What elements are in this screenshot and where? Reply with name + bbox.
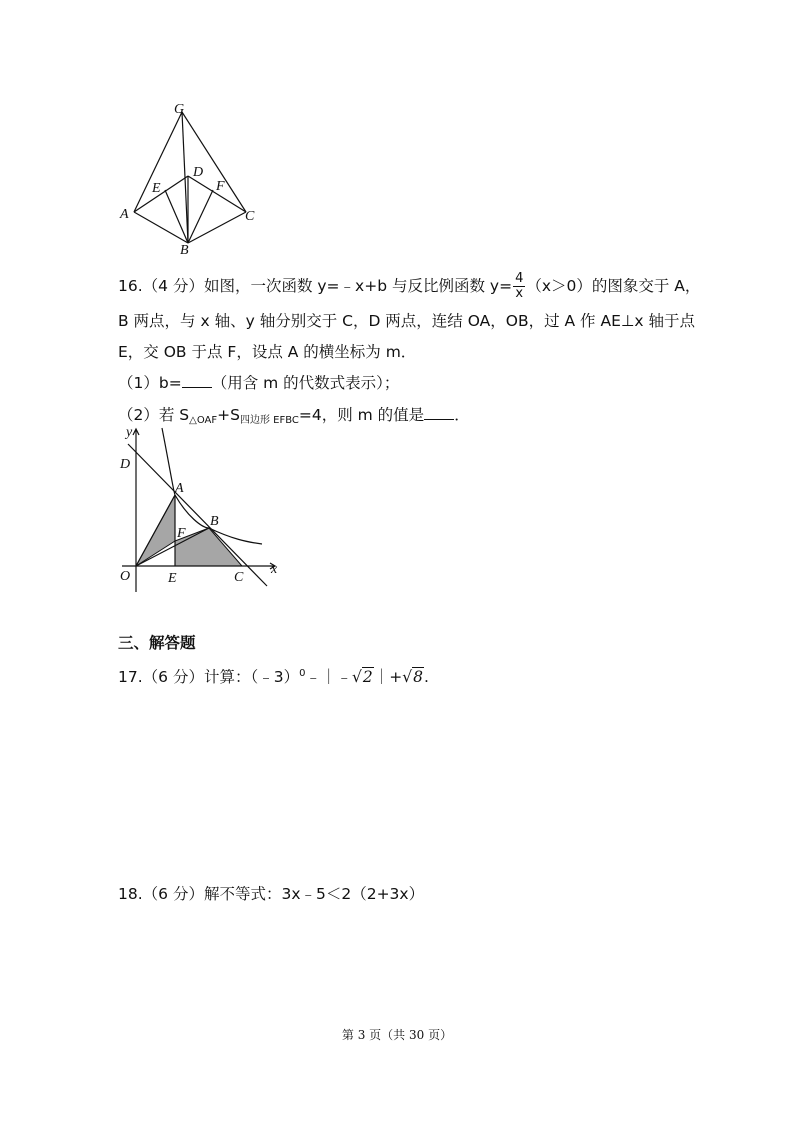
q16-number: 16. — [118, 277, 143, 295]
q16-part2-sub1: △OAF — [189, 415, 218, 426]
figure-graph — [112, 424, 292, 592]
answer-blank-1 — [182, 373, 212, 388]
q17-text-c: ｜+ — [373, 668, 403, 686]
label-b: B — [210, 514, 219, 529]
answer-blank-2 — [424, 405, 454, 420]
q17-number: 17. — [118, 668, 143, 686]
q17-score: （6 分） — [142, 668, 204, 686]
q17-line — [118, 664, 429, 687]
radicand-2: 2 — [362, 668, 373, 686]
q17-text-d: . — [424, 668, 429, 686]
q18-line — [118, 884, 424, 904]
q16-part1 — [118, 373, 399, 393]
label-f: F — [177, 526, 186, 541]
q16-part1-label: （1）b= — [118, 374, 182, 392]
q18-text: 解不等式：3x﹣5＜2（2+3x） — [203, 885, 425, 903]
q16-part2-label: （2）若 S — [118, 406, 190, 424]
fraction-numerator: 4 — [515, 271, 524, 286]
q17-text-b: ﹣｜﹣ — [305, 668, 352, 686]
q16-part2-end: ． — [454, 406, 470, 424]
q16-line2: B 两点，与 x 轴、y 轴分别交于 C，D 两点，连结 OA，OB，过 A 作 AE⊥x 轴于点 — [118, 312, 695, 330]
label-d: D — [193, 165, 204, 180]
segment-gc — [182, 112, 246, 212]
label-a: A — [120, 207, 129, 222]
q16-part1-hint: （用含 m 的代数式表示）； — [211, 374, 400, 392]
segment-cb — [188, 212, 246, 243]
page-footer: 第 3 页（共 30 页） — [341, 1028, 453, 1042]
q16-part2-eq: =4，则 m 的值是 — [298, 406, 425, 424]
label-e: E — [168, 571, 177, 586]
segment-ab — [134, 212, 188, 243]
q16-text-b: （x＞0）的图象交于 A， — [526, 277, 701, 295]
label-y: y — [126, 425, 133, 440]
label-d: D — [120, 457, 131, 472]
segment-fb — [188, 190, 213, 243]
q17-text-a: 计算：（﹣3） — [203, 668, 300, 686]
q16-line1 — [118, 272, 700, 301]
q16-score: （4 分） — [142, 277, 204, 295]
q18-score: （6 分） — [142, 885, 204, 903]
q16-text-a: 如图，一次函数 y=﹣x+b 与反比例函数 y= — [203, 277, 513, 295]
q17-exponent: 0 — [299, 668, 306, 679]
label-f: F — [216, 179, 225, 194]
label-c: C — [234, 570, 244, 585]
label-e: E — [152, 181, 161, 196]
segment-ga — [134, 112, 182, 212]
figure-kite — [110, 98, 270, 258]
q16-fraction — [513, 272, 525, 301]
radicand-8: 8 — [413, 668, 423, 686]
section-heading: 三、解答题 — [118, 634, 196, 652]
q16-part2-sub2: 四边形 EFBC — [239, 415, 299, 426]
sqrt-2: √2 — [351, 668, 373, 686]
q18-number: 18. — [118, 885, 143, 903]
label-x: x — [271, 562, 278, 577]
label-c: C — [245, 209, 255, 224]
label-g: G — [174, 102, 185, 117]
label-b: B — [180, 243, 189, 258]
q16-line3: E，交 OB 于点 F，设点 A 的横坐标为 m． — [118, 343, 417, 361]
label-a: A — [175, 481, 184, 496]
q16-part2-plus: +S — [217, 406, 240, 424]
sqrt-8: √8 — [402, 668, 423, 686]
segment-eb — [165, 190, 188, 243]
label-o: O — [120, 569, 131, 584]
fraction-denominator: x — [515, 286, 524, 301]
